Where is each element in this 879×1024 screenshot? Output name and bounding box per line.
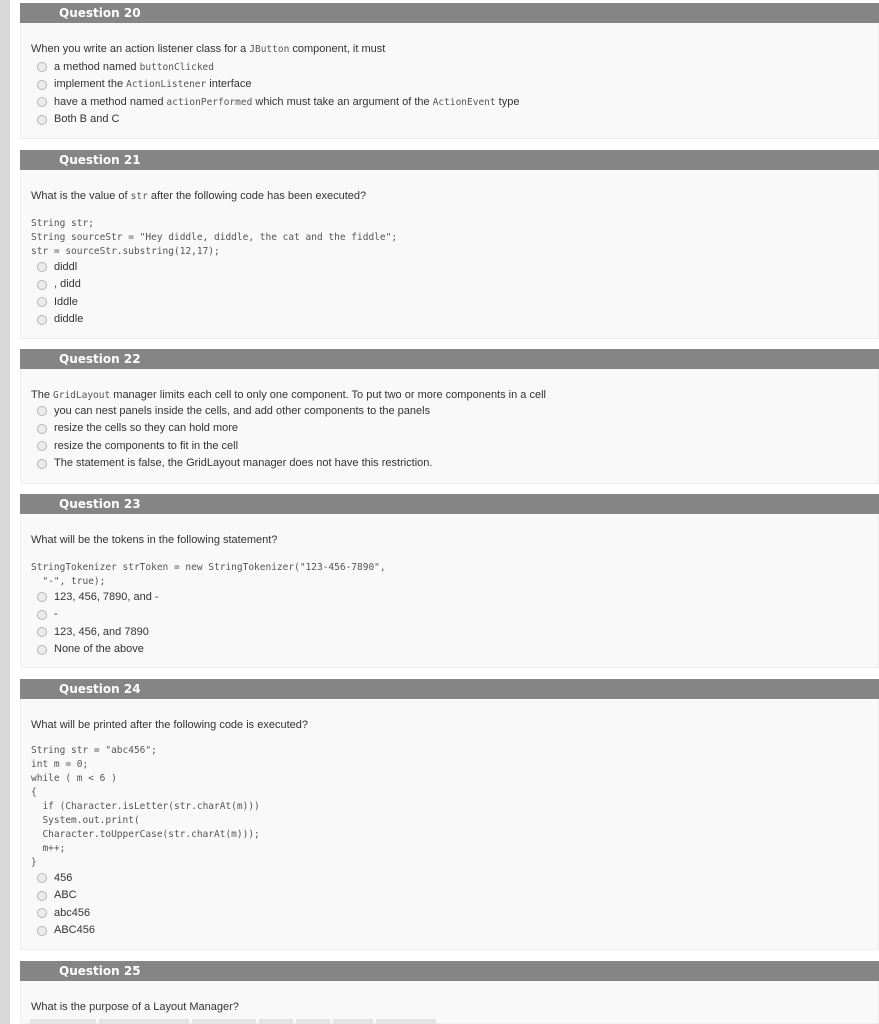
answer-option[interactable] [31,606,878,624]
option-label [54,905,90,923]
answer-option[interactable] [31,276,878,294]
answer-option[interactable] [31,111,878,129]
question-23 [20,494,879,668]
question-21 [20,150,879,339]
question-header: Question 21 [20,150,879,170]
text-run: What is the value of [31,190,131,202]
code-block: StringTokenizer strToken = new StringTokenizer("123-456-7890", "-", true); [31,561,386,587]
text-run: ABC456 [54,924,95,936]
option-label [54,294,78,312]
question-prompt [31,717,878,735]
question-body [20,170,879,339]
option-label [54,259,77,277]
option-label [54,420,238,438]
text-run: type [495,95,520,108]
radio-button[interactable] [37,441,47,451]
question-prompt [31,41,878,59]
question-header: Question 22 [20,349,879,369]
text-run: have a method named [54,95,167,108]
answer-option[interactable] [31,641,878,659]
text-run: 456 [54,871,73,884]
option-label [54,455,432,473]
radio-button[interactable] [37,424,47,434]
text-run: , didd [54,278,81,290]
text-run: 123, 456, 7890, and - [54,590,159,603]
option-label [54,624,149,642]
text-run: manager limits each cell to only one component. To put two or more components in a cell [110,389,546,401]
left-rail [0,0,10,1024]
question-25 [20,961,879,1024]
radio-button[interactable] [37,262,47,272]
answer-option[interactable] [31,887,878,905]
text-run: diddle [54,313,84,325]
options-list [31,403,878,473]
text-run: implement the [54,78,127,90]
answer-option[interactable] [31,624,878,642]
question-header: Question 20 [20,3,879,23]
code-term: ActionEvent [432,96,496,108]
question-prompt [31,188,878,206]
question-body [20,23,879,139]
code-term: GridLayout [53,390,111,401]
question-20 [20,3,879,139]
code-block: String str; String sourceStr = "Hey diddle, diddle, the cat and the fiddle"; str = sourceStr.substring(12,17); [31,217,398,257]
option-label [54,922,95,940]
answer-option[interactable] [31,870,878,888]
radio-button[interactable] [37,315,47,325]
code-term: ActionListener [126,79,207,90]
radio-button[interactable] [37,610,47,620]
option-label [54,276,81,294]
radio-button[interactable] [37,873,47,883]
option-label [54,111,119,129]
question-body [20,369,879,484]
radio-button[interactable] [37,627,47,637]
radio-button[interactable] [37,80,47,90]
options-list [31,589,878,659]
option-label [54,311,83,329]
text-run: resize the cells so they can hold more [54,422,239,434]
answer-option[interactable] [31,905,878,923]
question-prompt [31,999,878,1017]
code-term: str [130,191,148,202]
text-run: diddl [54,260,78,273]
answer-option[interactable] [31,294,878,312]
option-label [54,76,251,94]
radio-button[interactable] [37,406,47,416]
text-run: What will be printed after the following code is executed? [31,719,308,731]
text-run: What will be the tokens in the following statement? [31,534,278,546]
radio-button[interactable] [37,280,47,290]
option-label [54,606,58,624]
option-label [54,94,519,112]
toolbar-strip [30,1019,450,1024]
option-label [54,403,430,421]
answer-option[interactable] [31,94,878,112]
radio-button[interactable] [37,62,47,72]
answer-option[interactable] [31,76,878,94]
radio-button[interactable] [37,891,47,901]
text-run: The statement is false, the GridLayout manager does not have this restriction. [54,457,433,469]
text-run: resize the components to fit in the cell [54,439,239,452]
question-prompt [31,532,878,550]
code-term: JButton [249,44,290,55]
option-label [54,641,144,659]
code-term: buttonClicked [139,61,214,73]
question-24 [20,679,879,950]
answer-option[interactable] [31,455,878,473]
text-run: component, it must [289,43,386,55]
option-label [54,59,214,77]
text-run: abc456 [54,906,91,919]
question-header: Question 23 [20,494,879,514]
option-label [54,870,72,888]
question-header: Question 25 [20,961,879,981]
answer-option[interactable] [31,438,878,456]
question-header: Question 24 [20,679,879,699]
radio-button[interactable] [37,645,47,655]
text-run: Both B and C [54,113,120,125]
text-run: What is the purpose of a Layout Manager? [31,1001,239,1013]
radio-button[interactable] [37,926,47,936]
option-label [54,438,238,456]
text-run: 123, 456, and 7890 [54,625,149,638]
answer-option[interactable] [31,589,878,607]
text-run: you can nest panels inside the cells, and add other components to the panels [54,404,431,417]
text-run: The [31,389,54,401]
text-run: When you write an action listener class for a [31,43,250,55]
option-label [54,589,159,607]
answer-option[interactable] [31,403,878,421]
text-run: after the following code has been executed? [147,190,367,202]
question-22 [20,349,879,484]
option-label [54,887,77,905]
radio-button[interactable] [37,459,47,469]
question-body [20,699,879,950]
answer-option[interactable] [31,311,878,329]
text-run: ABC [54,889,77,901]
text-run: which must take an argument of the [252,95,433,108]
text-run: None of the above [54,643,144,655]
radio-button[interactable] [37,97,47,107]
radio-button[interactable] [37,592,47,602]
code-block: String str = "abc456"; int m = 0; while ( m < 6 ) { if (Character.isLetter(str.charAt(m))) System.out.print( Character.toUpperCase(str.charAt(m))); m++; } [31,744,260,868]
radio-button[interactable] [37,297,47,307]
text-run: interface [206,78,252,90]
options-list [31,59,878,129]
text-run: - [54,608,58,620]
question-body [20,514,879,668]
text-run: a method named [54,60,140,73]
question-body [20,981,879,1024]
radio-button[interactable] [37,115,47,125]
code-term: actionPerformed [166,96,253,108]
answer-option[interactable] [31,259,878,277]
radio-button[interactable] [37,908,47,918]
answer-option[interactable] [31,922,878,940]
answer-option[interactable] [31,59,878,77]
answer-option[interactable] [31,420,878,438]
text-run: Iddle [54,295,78,308]
options-list [31,870,878,940]
options-list [31,259,878,329]
